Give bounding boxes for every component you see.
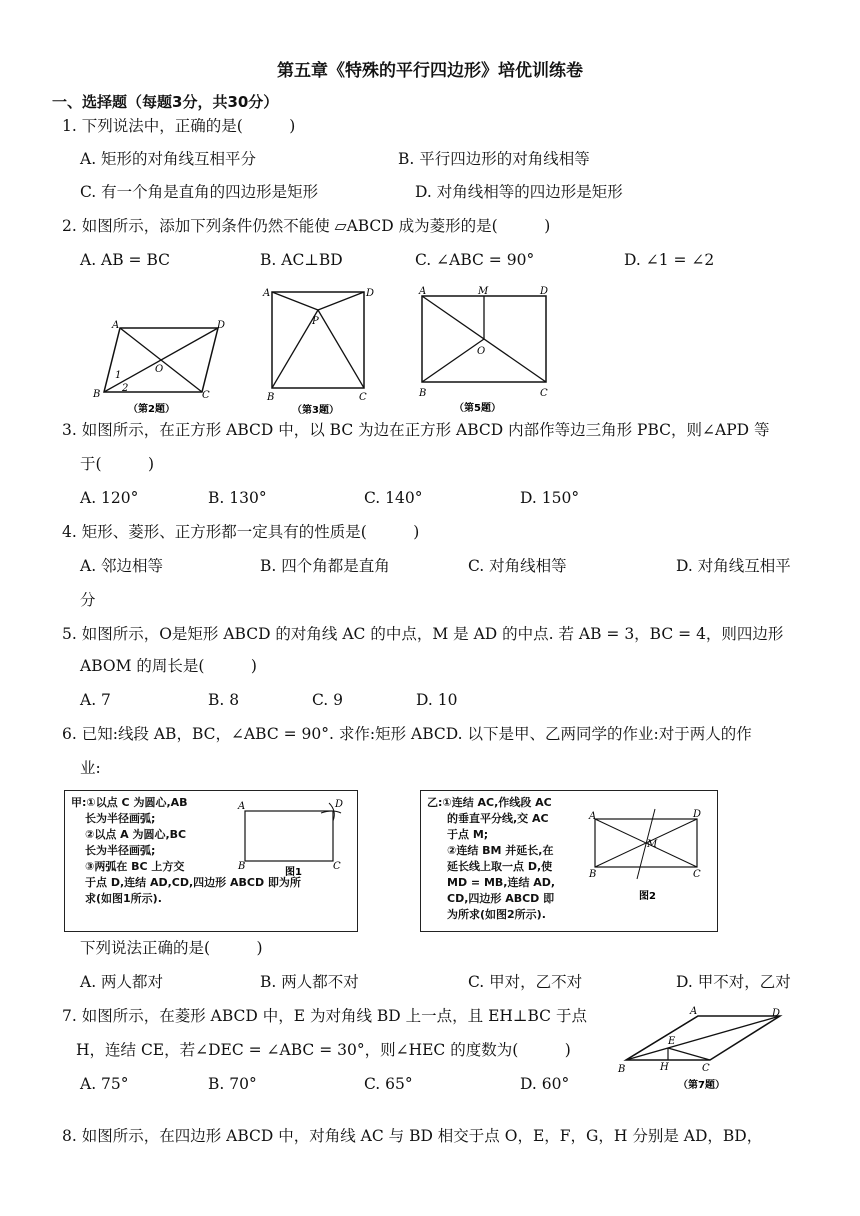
q5-option-d: D. 10 <box>416 691 458 709</box>
q1-option-d: D. 对角线相等的四边形是矩形 <box>415 183 623 201</box>
jia-figure-caption: 图1 <box>285 867 302 878</box>
q2-stem: 2. 如图所示，添加下列条件仍然不能使 ▱ABCD 成为菱形的是( ) <box>62 217 551 235</box>
jia-line: 求(如图1所示). <box>85 892 162 905</box>
fig2-label-d: D <box>217 320 226 331</box>
fig2-label-a: A <box>112 320 120 331</box>
q4-option-d: D. 对角线互相平 <box>676 557 791 575</box>
jia-line: 长为半径画弧; <box>85 844 156 857</box>
q1-option-c: C. 有一个角是直角的四边形是矩形 <box>80 183 319 201</box>
jia-line: ③两弧在 BC 上方交 <box>85 860 185 873</box>
q4-option-b: B. 四个角都是直角 <box>260 557 390 575</box>
jia-solution-box <box>64 790 358 932</box>
fig5-label-c: C <box>540 388 548 399</box>
figure-q3 <box>262 286 382 416</box>
yi-line: 乙:①连结 AC,作线段 AC <box>427 796 552 809</box>
svg-text:B: B <box>618 1064 626 1075</box>
yi-line: ②连结 BM 并延长,在 <box>447 844 554 857</box>
svg-text:D: D <box>772 1008 781 1019</box>
page-title: 第五章《特殊的平行四边形》培优训练卷 <box>277 61 583 81</box>
q7-option-d: D. 60° <box>520 1075 570 1093</box>
q3-stem-line2: 于( ) <box>80 455 155 473</box>
svg-text:C: C <box>333 861 341 872</box>
fig5-label-d: D <box>540 286 549 297</box>
yi-line: 于点 M; <box>447 828 489 841</box>
fig2-label-1: 1 <box>115 370 122 381</box>
svg-text:H: H <box>660 1062 669 1073</box>
q2-option-c: C. ∠ABC = 90° <box>415 251 535 269</box>
q6-option-d: D. 甲不对，乙对 <box>676 973 791 991</box>
yi-figure-caption: 图2 <box>639 891 656 902</box>
q7-stem-line2: H，连结 CE，若∠DEC = ∠ABC = 30°，则∠HEC 的度数为( ) <box>76 1041 571 1059</box>
jia-line: 甲:①以点 C 为圆心,AB <box>71 796 188 809</box>
svg-text:A: A <box>589 811 597 822</box>
q7-option-a: A. 75° <box>80 1075 129 1093</box>
q6-follow: 下列说法正确的是( ) <box>80 939 263 957</box>
q4-option-c: C. 对角线相等 <box>468 557 567 575</box>
q5-option-a: A. 7 <box>80 691 111 709</box>
jia-line: 于点 D,连结 AD,CD,四边形 ABCD 即为所 <box>85 876 301 889</box>
q5-stem-line1: 5. 如图所示，O是矩形 ABCD 的对角线 AC 的中点，M 是 AD 的中点. 若 AB = 3，BC = 4，则四边形 <box>62 625 784 643</box>
figure-q5 <box>414 286 564 416</box>
yi-line: CD,四边形 ABCD 即 <box>447 892 555 905</box>
jia-line: 长为半径画弧; <box>85 812 156 825</box>
figure-q2 <box>88 316 238 416</box>
q2-option-a: A. AB = BC <box>80 251 171 269</box>
q3-option-a: A. 120° <box>80 489 139 507</box>
fig3-label-d: D <box>366 288 375 299</box>
fig3-label-b: B <box>267 392 275 403</box>
fig5-label-o: O <box>477 346 486 357</box>
fig2-label-o: O <box>155 364 164 375</box>
q7-option-c: C. 65° <box>364 1075 413 1093</box>
fig2-label-c: C <box>202 390 210 401</box>
yi-line: 为所求(如图2所示). <box>447 908 546 921</box>
q4-option-d-wrap: 分 <box>80 591 96 609</box>
q6-stem-line2: 业: <box>80 759 101 777</box>
fig5-label-m: M <box>478 286 489 297</box>
q6-stem-line1: 6. 已知:线段 AB，BC，∠ABC = 90°. 求作:矩形 ABCD. 以下是甲、乙两同学的作业:对于两人的作 <box>62 725 752 743</box>
svg-text:D: D <box>693 809 702 820</box>
fig7-caption: （第7题） <box>678 1080 725 1091</box>
jia-figure <box>237 799 347 879</box>
svg-text:M: M <box>647 839 658 850</box>
fig5-label-b: B <box>419 388 427 399</box>
q6-option-b: B. 两人都不对 <box>260 973 359 991</box>
q7-stem-line1: 7. 如图所示，在菱形 ABCD 中，E 为对角线 BD 上一点，且 EH⊥BC 于点 <box>62 1007 587 1025</box>
svg-text:C: C <box>693 869 701 880</box>
q1-option-a: A. 矩形的对角线互相平分 <box>80 150 257 168</box>
q7-option-b: B. 70° <box>208 1075 257 1093</box>
q3-stem-line1: 3. 如图所示，在正方形 ABCD 中，以 BC 为边在正方形 ABCD 内部作等边三角形 PBC，则∠APD 等 <box>62 421 770 439</box>
yi-line: 的垂直平分线,交 AC <box>447 812 549 825</box>
q1-stem: 1. 下列说法中，正确的是( ) <box>62 117 296 135</box>
section-heading: 一、选择题（每题3分，共30分） <box>52 93 279 111</box>
fig2-label-b: B <box>93 389 101 400</box>
fig3-label-c: C <box>359 392 367 403</box>
svg-text:B: B <box>238 861 246 872</box>
yi-line: 延长线上取一点 D,使 <box>447 860 553 873</box>
svg-text:A: A <box>238 801 246 812</box>
fig3-label-p: P <box>312 316 319 327</box>
q4-stem: 4. 矩形、菱形、正方形都一定具有的性质是( ) <box>62 523 420 541</box>
q5-option-b: B. 8 <box>208 691 240 709</box>
q4-option-a: A. 邻边相等 <box>80 557 164 575</box>
q2-option-d: D. ∠1 = ∠2 <box>624 251 715 269</box>
fig2-label-2: 2 <box>122 383 129 394</box>
q2-option-b: B. AC⊥BD <box>260 251 343 269</box>
q6-option-a: A. 两人都对 <box>80 973 164 991</box>
fig3-label-a: A <box>263 288 271 299</box>
svg-text:E: E <box>668 1036 676 1047</box>
yi-figure <box>589 809 709 909</box>
svg-text:B: B <box>589 869 597 880</box>
svg-text:C: C <box>702 1063 710 1074</box>
q3-option-c: C. 140° <box>364 489 423 507</box>
q1-option-b: B. 平行四边形的对角线相等 <box>398 150 590 168</box>
q6-option-c: C. 甲对，乙不对 <box>468 973 583 991</box>
q3-option-b: B. 130° <box>208 489 267 507</box>
fig5-label-a: A <box>419 286 427 297</box>
fig2-caption: （第2题） <box>128 404 175 415</box>
fig3-caption: （第3题） <box>292 405 339 416</box>
q3-option-d: D. 150° <box>520 489 580 507</box>
yi-line: MD = MB,连结 AD, <box>447 876 556 889</box>
fig5-caption: （第5题） <box>454 403 501 414</box>
q5-option-c: C. 9 <box>312 691 344 709</box>
svg-text:A: A <box>690 1006 698 1017</box>
q8-stem: 8. 如图所示，在四边形 ABCD 中，对角线 AC 与 BD 相交于点 O，E，F，G，H 分别是 AD，BD， <box>62 1127 763 1145</box>
yi-solution-box <box>420 790 718 932</box>
q5-stem-line2: ABOM 的周长是( ) <box>80 657 257 675</box>
jia-line: ②以点 A 为圆心,BC <box>85 828 187 841</box>
svg-text:D: D <box>335 799 344 810</box>
figure-q7 <box>616 1004 796 1096</box>
